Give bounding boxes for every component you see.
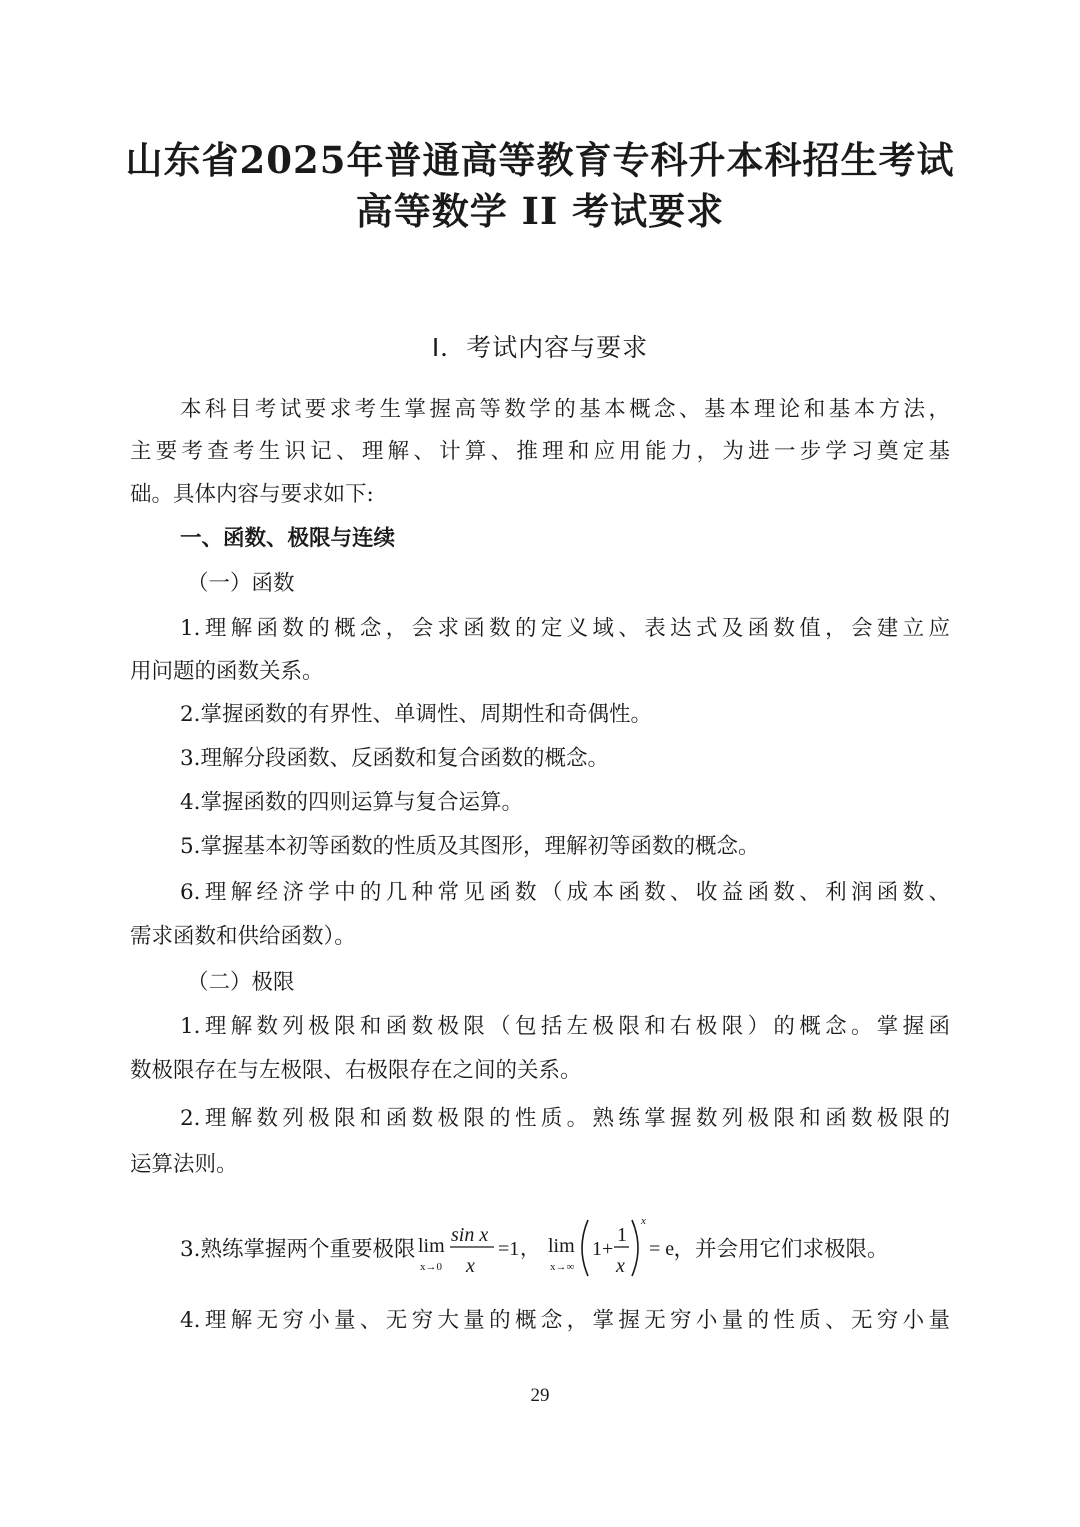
fraction-2-numerator: 1 (616, 1224, 627, 1246)
left-paren (582, 1220, 588, 1276)
intro-line-3: 础。具体内容与要求如下: (130, 482, 374, 507)
important-limits-formula (416, 1212, 674, 1282)
subsection-heading-functions: （一）函数 (187, 571, 295, 596)
limit-item-3-suffix: ，并会用它们求极限。 (673, 1236, 889, 1262)
one-plus: 1+ (591, 1238, 613, 1260)
exponent: x (640, 1215, 646, 1227)
intro-line-2: 主要考查考生识记、理解、计算、推理和应用能力，为进一步学习奠定基 (130, 439, 950, 464)
intro-line-1: 本科目考试要求考生掌握高等数学的基本概念、基本理论和基本方法， (180, 397, 950, 422)
limit-item-3-prefix: 3.熟练掌握两个重要极限 (180, 1236, 416, 1262)
function-item-1-line-1: 1.理解函数的概念，会求函数的定义域、表达式及函数值，会建立应 (180, 616, 950, 641)
function-item-3: 3.理解分段函数、反函数和复合函数的概念。 (180, 746, 610, 771)
document-title-line-1: 山东省2025年普通高等教育专科升本科招生考试 (125, 138, 955, 182)
lim-2: lim (547, 1235, 575, 1257)
section-heading: I．考试内容与要求 (431, 333, 649, 362)
function-item-2: 2.掌握函数的有界性、单调性、周期性和奇偶性。 (180, 702, 653, 727)
page-number: 29 (530, 1385, 550, 1406)
right-paren (632, 1220, 638, 1276)
function-item-1-line-2: 用问题的函数关系。 (130, 659, 324, 684)
function-item-6-line-1: 6.理解经济学中的几种常见函数（成本函数、收益函数、利润函数、 (180, 880, 950, 905)
chapter-heading: 一、函数、极限与连续 (180, 526, 396, 551)
limit-item-2-line-2: 运算法则。 (130, 1152, 238, 1177)
limit-item-1-line-1: 1.理解数列极限和函数极限（包括左极限和右极限）的概念。掌握函 (180, 1014, 950, 1039)
lim-2-subscript: x→∞ (549, 1261, 574, 1273)
function-item-5: 5.掌握基本初等函数的性质及其图形，理解初等函数的概念。 (180, 834, 760, 859)
limit-item-2-line-1: 2.理解数列极限和函数极限的性质。熟练掌握数列极限和函数极限的 (180, 1106, 950, 1131)
equals-one: =1 (497, 1238, 519, 1260)
lim-1-subscript: x→0 (419, 1261, 442, 1273)
formula-comma: ， (519, 1238, 540, 1260)
fraction-1-denominator: x (465, 1255, 475, 1277)
limit-item-3 (180, 1212, 950, 1282)
function-item-4: 4.掌握函数的四则运算与复合运算。 (180, 790, 524, 815)
subsection-heading-limits: （二）极限 (187, 970, 295, 995)
lim-1: lim (417, 1235, 445, 1257)
function-item-6-line-2: 需求函数和供给函数）。 (130, 924, 356, 949)
equals-e: = e (648, 1238, 674, 1260)
limit-item-4-line-1: 4.理解无穷小量、无穷大量的概念，掌握无穷小量的性质、无穷小量 (180, 1308, 950, 1333)
fraction-1-numerator: sin x (450, 1224, 488, 1246)
limit-item-1-line-2: 数极限存在与左极限、右极限存在之间的关系。 (130, 1058, 582, 1083)
fraction-2-denominator: x (615, 1255, 625, 1277)
document-title-line-2: 高等数学 II 考试要求 (355, 189, 725, 233)
